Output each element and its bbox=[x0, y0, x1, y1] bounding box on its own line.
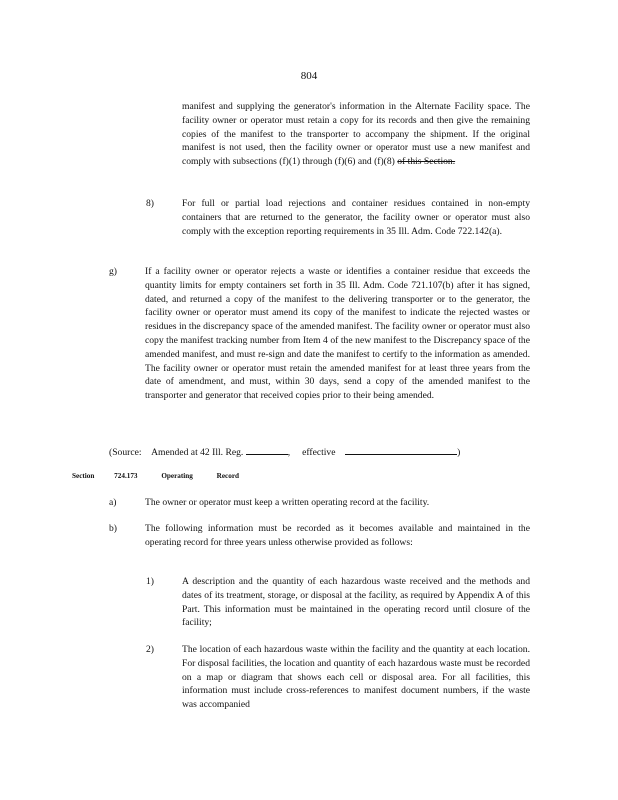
struck-text: of this Section. bbox=[397, 156, 456, 168]
subsection-b-label: b) bbox=[109, 523, 117, 534]
item-b1-text: A description and the quantity of each hazardous waste received and the methods and dates of its treatment, storage, or disposal at the facility, as required by Appendix A of this Part. This information must be maintained in the operating record until closure of the facility; bbox=[182, 576, 530, 629]
source-amended: Amended at 42 Ill. Reg. bbox=[151, 447, 244, 458]
continued-text: manifest and supplying the generator's information in the Alternate Facility space. The facility owner or operator must retain a copy for its records and then give the remaining copies of the manifest to the transporter to accompany the shipment. If the original manifest is not used, then the facility owner or operator must use a new manifest and comply with subsections (f)(1) through (f)(6) and (f)(8) bbox=[182, 101, 530, 168]
continued-paragraph bbox=[182, 100, 530, 169]
page-number: 804 bbox=[300, 70, 318, 82]
source-comma: , bbox=[287, 447, 291, 458]
subsection-a-text: The owner or operator must keep a written operating record at the facility. bbox=[145, 497, 430, 508]
source-note bbox=[109, 445, 460, 460]
subsection-g-label: g) bbox=[109, 266, 117, 277]
subsection-b-text: The following information must be recorded as it becomes available and maintained in the operating record for three years unless otherwise provided as follows: bbox=[145, 523, 530, 548]
source-close: ) bbox=[457, 447, 461, 458]
section-title-1: Operating bbox=[161, 472, 193, 480]
section-heading bbox=[72, 472, 239, 480]
source-prefix: (Source: bbox=[109, 447, 142, 458]
section-number: 724.173 bbox=[114, 472, 138, 480]
section-title-2: Record bbox=[216, 472, 240, 480]
section-word: Section bbox=[72, 472, 95, 480]
item-8-label: 8) bbox=[146, 198, 154, 209]
subsection-a-label: a) bbox=[109, 497, 117, 508]
item-b1-label: 1) bbox=[146, 576, 154, 587]
item-b2-text: The location of each hazardous waste within the facility and the quantity at each location. For disposal facilities, the location and quantity of each hazardous waste must be recorded on a map or diagram that shows each cell or disposal area. For all facilities, this information must include cross-references to manifest document numbers, if the waste was accompanied bbox=[182, 644, 530, 711]
item-8-text: For full or partial load rejections and container residues contained in non-empty containers that are returned to the generator, the facility owner or operator must also comply with the exception reporting requirements in 35 Ill. Adm. Code 722.142(a). bbox=[182, 198, 530, 237]
source-effective: effective bbox=[302, 447, 336, 458]
subsection-g-text: If a facility owner or operator rejects a waste or identifies a container residue that exceeds the quantity limits for empty containers set forth in 35 Ill. Adm. Code 721.107(b) after it has signed, dated, and returned a copy of the manifest to the delivering transporter or to the generator, the facility owner or operator must amend its copy of the manifest to indicate the rejected wastes or residues in the discrepancy space of the amended manifest. The facility owner or operator must also copy the manifest tracking number from Item 4 of the new manifest to the Discrepancy space of the amended manifest, and must re-sign and date the manifest to certify to the information as amended. The facility owner or operator must retain the amended manifest for at least three years from the date of amendment, and must, within 30 days, send a copy of the amended manifest to the transporter and generator that received copies prior to their being amended. bbox=[145, 266, 530, 402]
register-blank bbox=[246, 445, 288, 455]
effective-date-blank bbox=[345, 445, 457, 455]
item-b2-label: 2) bbox=[146, 644, 154, 655]
